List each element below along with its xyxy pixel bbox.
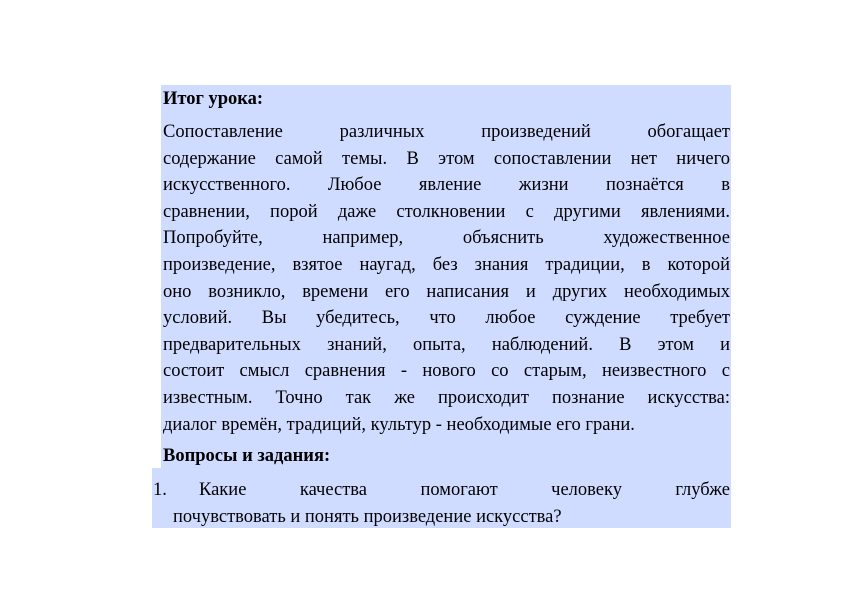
- summary-line: предварительных знаний, опыта, наблюдений. В этом и: [163, 334, 730, 355]
- summary-line: оно возникло, времени его написания и других необходимых: [163, 281, 730, 302]
- summary-line: известным. Точно так же происходит познание искусства:: [163, 388, 730, 408]
- summary-line: искусственного. Любое явление жизни познаётся в: [163, 175, 730, 196]
- question-number: 1.: [153, 480, 167, 500]
- question-text-line: Какие качества помогают человеку глубже: [199, 480, 730, 500]
- questions-heading: Вопросы и задания:: [163, 446, 331, 466]
- summary-heading: Итог урока:: [163, 89, 264, 109]
- summary-line: Попробуйте, например, объяснить художественное: [163, 228, 730, 249]
- summary-line: содержание самой темы. В этом сопоставлении нет ничего: [163, 148, 730, 169]
- summary-line: Сопоставление различных произведений обогащает: [163, 122, 730, 142]
- summary-line: условий. Вы убедитесь, что любое суждение требует: [163, 308, 730, 329]
- summary-line: сравнении, порой даже столкновении с другими явлениями.: [163, 201, 730, 222]
- summary-line: произведение, взятое наугад, без знания традиции, в которой: [163, 255, 730, 275]
- summary-line: диалог времён, традиций, культур - необходимые его грани.: [163, 414, 635, 435]
- summary-line: состоит смысл сравнения - нового со старым, неизвестного с: [163, 361, 730, 382]
- question-text-line: почувствовать и понять произведение искусства?: [173, 507, 562, 527]
